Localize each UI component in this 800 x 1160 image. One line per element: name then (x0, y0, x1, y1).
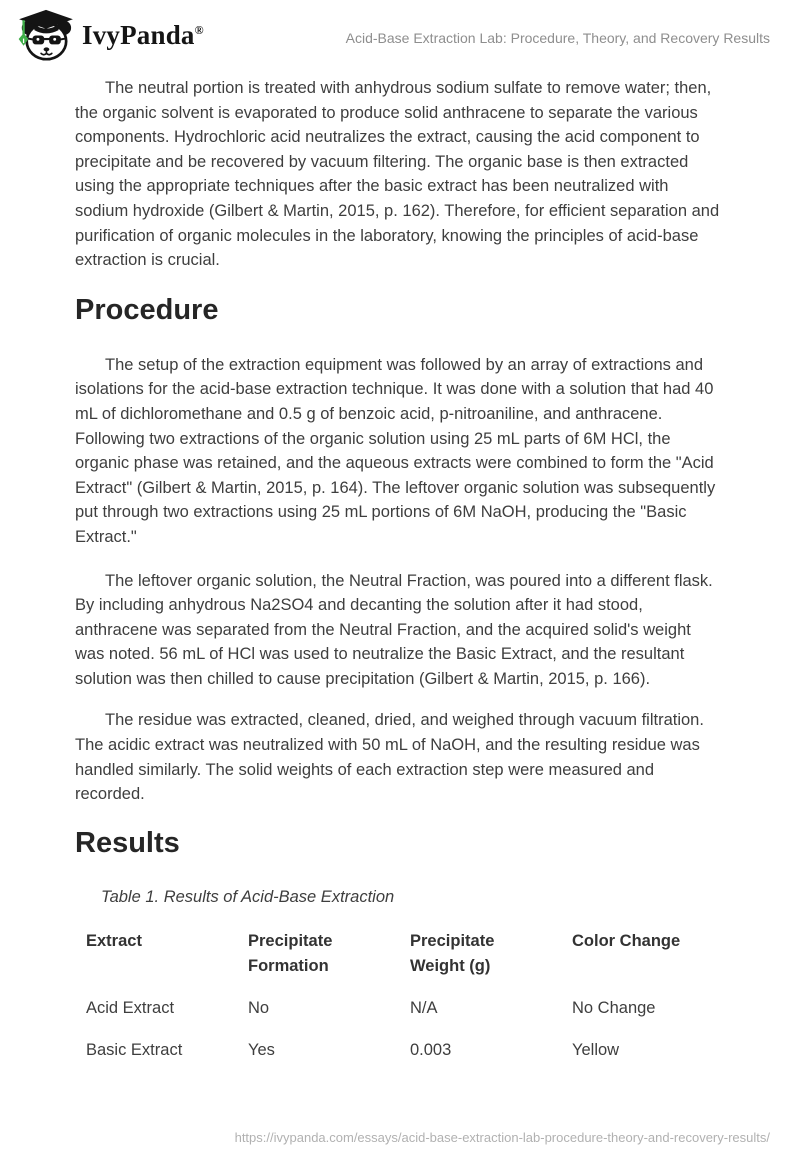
registered-mark: ® (194, 22, 204, 37)
brand-name (82, 20, 204, 51)
table-header-precipitate-formation: Precipitate Formation (248, 931, 333, 975)
procedure-paragraph-3: The residue was extracted, cleaned, dried, and weighed through vacuum filtration. The acidic extract was neutralized with 50 mL of NaOH, and the resulting residue was handled similarly. The solid weights of each extraction step were measured and recorded. (75, 711, 704, 804)
intro-paragraph: The neutral portion is treated with anhydrous sodium sulfate to remove water; then, the organic solvent is evaporated to produce solid anthracene to separate the various components. Hydrochloric acid neutralizes the extract, causing the acid component to precipitate and be recovered by vacuum filtering. The organic base is then extracted using the appropriate techniques after the basic extract has been neutralized with sodium hydroxide (Gilbert & Martin, 2015, p. 162). Therefore, for efficient separation and purification of organic molecules in the laboratory, knowing the principles of acid-base extraction is crucial. (75, 79, 720, 270)
procedure-paragraph-1: The setup of the extraction equipment was followed by an array of extractions and isolations for the acid-base extraction technique. It was done with a solution that had 40 mL of dichloromethane and 0.5 g of benzoic acid, p-nitroaniline, and anthracene. Following two extractions of the organic solution using 25 mL parts of 6M HCl, the organic phase was retained, and the aqueous extracts were combined to form the "Acid Extract" (Gilbert & Martin, 2015, p. 164). The leftover organic solution was subsequently put through two extractions using 25 mL portions of 6M NaOH, producing the "Basic Extract." (75, 355, 716, 546)
table-cell-row2-extract: Basic Extract (86, 1040, 183, 1059)
table-header-extract: Extract (86, 931, 142, 950)
table-cell-row2-precipitate-weight: 0.003 (410, 1040, 452, 1059)
table-cell-row1-precipitate-formation: No (248, 998, 270, 1017)
table-cell-row1-precipitate-weight: N/A (410, 998, 438, 1017)
table-header-color-change: Color Change (572, 931, 681, 950)
table-cell-row1-extract: Acid Extract (86, 998, 175, 1017)
results-table (86, 929, 723, 1063)
table-header-precipitate-weight: Precipitate Weight (g) (410, 931, 495, 975)
document-title: Acid-Base Extraction Lab: Procedure, Theory, and Recovery Results (345, 30, 770, 46)
brand-text: IvyPanda (82, 19, 195, 50)
table-caption: Table 1. Results of Acid-Base Extraction (101, 887, 395, 906)
procedure-heading: Procedure (75, 293, 219, 326)
document-body (0, 76, 800, 1063)
procedure-paragraph-2: The leftover organic solution, the Neutral Fraction, was poured into a different flask. By including anhydrous Na2SO4 and decanting the solution after it had stood, anthracene was separated from the Neutral Fraction, and the acquired solid's weight was noted. 56 mL of HCl was used to neutralize the Basic Extract, and the resultant solution was then chilled to cause precipitation (Gilbert & Martin, 2015, p. 166). (75, 571, 713, 688)
source-url: https://ivypanda.com/essays/acid-base-extraction-lab-procedure-theory-and-recovery-results/ (234, 1130, 770, 1145)
panda-graduate-icon (14, 9, 78, 61)
table-cell-row1-color-change: No Change (572, 998, 656, 1017)
table-cell-row2-color-change: Yellow (572, 1040, 620, 1059)
page-header (0, 0, 800, 62)
results-heading: Results (75, 826, 180, 859)
table-cell-row2-precipitate-formation: Yes (248, 1040, 275, 1059)
ivypanda-logo (14, 9, 204, 61)
